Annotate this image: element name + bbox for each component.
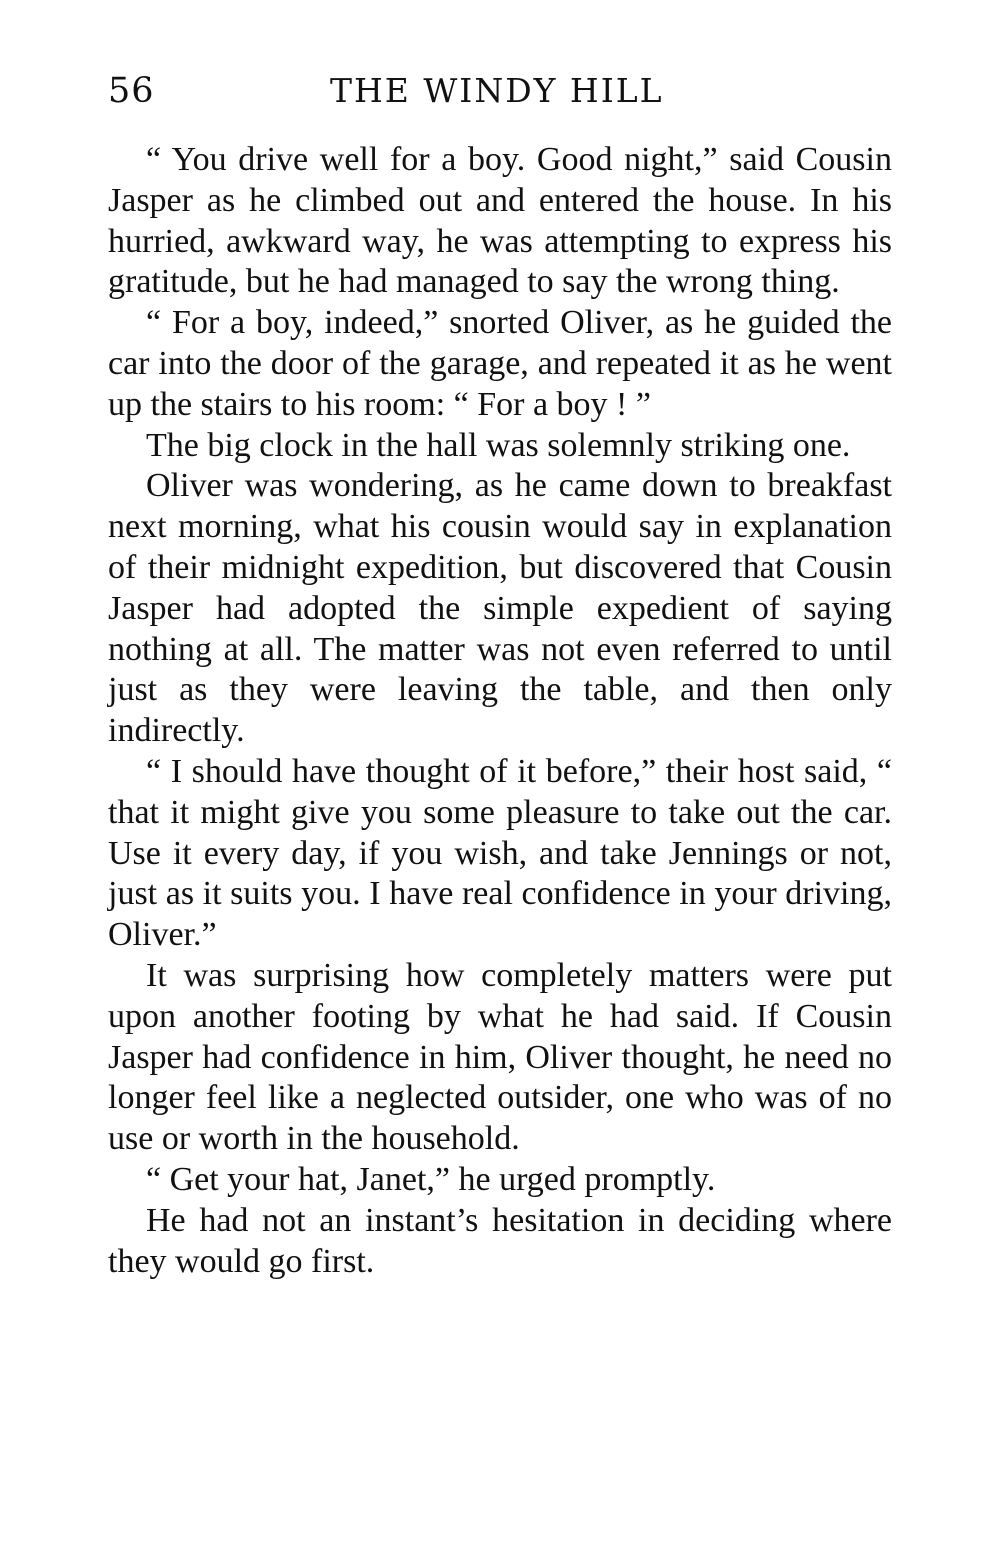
paragraph: “ I should have thought of it before,” their host said, “ that it might give you some pleasure to take out the car. Use it every day, if you wish, and take Jennings or not, just as it suits you. I have real confidence in your driving, Oliver.” xyxy=(108,752,892,954)
paragraph: He had not an instant’s hesitation in deciding where they would go first. xyxy=(108,1201,892,1280)
paragraph: “ You drive well for a boy. Good night,” said Cousin Jasper as he climbed out and entered the house. In his hurried, awkward way, he was attempting to express his gratitude, but he had managed to say the wrong thing. xyxy=(108,141,892,301)
paragraph: “ For a boy, indeed,” snorted Oliver, as he guided the car into the door of the garage, and repeated it as he went up the stairs to his room: “ For a boy ! ” xyxy=(108,304,892,423)
running-head xyxy=(108,66,892,116)
paragraph: It was surprising how completely matters were put upon another footing by what he had said. If Cousin Jasper had confidence in him, Oliver thought, he need no longer feel like a neglected outsider, one who was of no use or worth in the household. xyxy=(108,956,892,1158)
paragraph: The big clock in the hall was solemnly striking one. xyxy=(146,426,851,464)
running-title: THE WINDY HILL xyxy=(330,71,664,110)
body-text xyxy=(108,140,892,1282)
paragraph: “ Get your hat, Janet,” he urged promptly. xyxy=(146,1160,716,1198)
page-number: 56 xyxy=(108,71,155,111)
paragraph: Oliver was wondering, as he came down to breakfast next morning, what his cousin would say in explanation of their midnight expedition, but discovered that Cousin Jasper had adopted the simple expedient of saying nothing at all. The matter was not even referred to until just as they were leaving the table, and then only indirectly. xyxy=(108,467,892,750)
